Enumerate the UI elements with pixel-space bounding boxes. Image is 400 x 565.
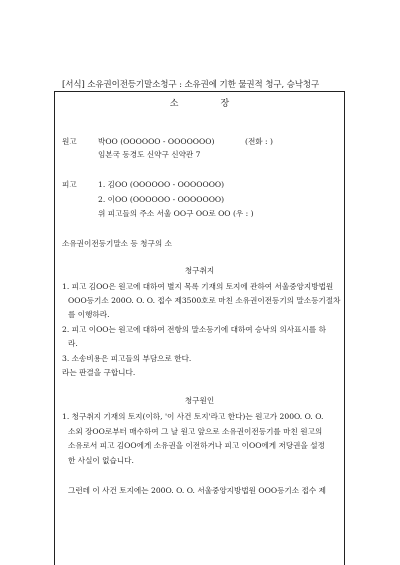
claim-purpose-line: 라는 판결을 구합니다. xyxy=(62,368,136,377)
document-title: 소장 xyxy=(169,99,272,109)
plaintiff-address: 임본국 동경도 신약구 신약관 7 xyxy=(98,150,201,159)
form-title: [서식] 소유권이전등기말소청구 : 소유권에 기한 물권적 청구, 승낙청구 xyxy=(62,80,320,90)
defendant-item: 1. 김OO (OOOOOO - OOOOOOO) xyxy=(98,180,225,189)
claim-purpose-line: 3. 소송비용은 피고들의 부담으로 한다. xyxy=(62,354,192,363)
case-name: 소유권이전등기말소 등 청구의 소 xyxy=(62,239,172,248)
defendants-label: 피고 xyxy=(62,180,77,189)
claim-cause-line: 1. 청구취지 기재의 토지(이하, '이 사건 토지'라고 한다)는 원고가 200O. O. O. xyxy=(62,412,324,421)
plaintiff-name: 박OO (OOOOOO - OOOOOOO) xyxy=(98,137,215,146)
defendants-address: 위 피고들의 주소 서울 OO구 OO로 OO (우 : ) xyxy=(98,209,254,218)
claim-purpose-heading: 청구취지 xyxy=(184,266,215,275)
plaintiff-phone: (전화 : ) xyxy=(245,137,273,146)
claim-cause-heading: 청구원인 xyxy=(184,396,215,405)
claim-purpose-line: OOO등기소 200O. O. O. 접수 제3500호로 마친 소유권이전등기의 말소등기절차 xyxy=(68,296,341,305)
plaintiff-label: 원고 xyxy=(62,137,77,146)
claim-cause-line: 소유로서 피고 김OO에게 소유권을 이전하거나 피고 이OO에게 저당권을 설정 xyxy=(68,441,325,450)
claim-cause-line: 소외 장OO로부터 매수하여 그 날 원고 앞으로 소유권이전등기를 마친 원고의 xyxy=(68,427,323,436)
claim-purpose-line: 2. 피고 이OO는 원고에 대하여 전항의 말소등기에 대하여 승낙의 의사표시를 하 xyxy=(62,325,326,334)
claim-purpose-line: 1. 피고 김OO은 원고에 대하여 별지 목록 기재의 토지에 관하여 서울중앙지방법원 xyxy=(62,282,334,291)
claim-purpose-line: 를 이행하라. xyxy=(68,310,110,319)
claim-purpose-line: 라. xyxy=(68,339,78,348)
claim-cause-line: 그런데 이 사건 토지에는 200O. O. O. 서울중앙지방법원 OOO등기소 접수 제 xyxy=(68,486,326,495)
defendant-item: 2. 이OO (OOOOOO - OOOOOOO) xyxy=(98,195,225,204)
claim-cause-line: 한 사실이 없습니다. xyxy=(68,456,134,465)
